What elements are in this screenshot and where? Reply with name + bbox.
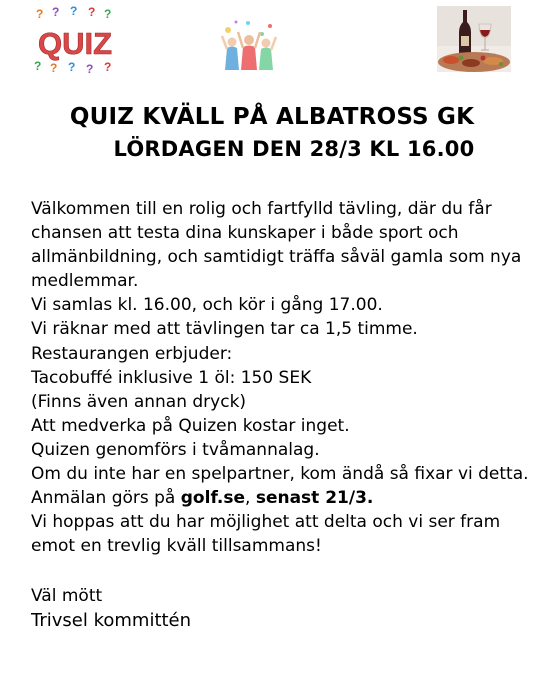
signup-separator: , — [245, 488, 256, 509]
greeting: Väl mött — [31, 586, 103, 607]
quiz-logo — [30, 4, 120, 76]
closing-paragraph: Vi hoppas att du har möjlighet att delta och vi ser fram emot en trevlig kväll tillsammans! — [31, 512, 501, 557]
body-line: Om du inte har en spelpartner, kom ändå så fixar vi detta. — [31, 464, 529, 485]
invitation-body — [31, 197, 541, 633]
question-mark: ? — [104, 60, 112, 74]
body-line: Vi samlas kl. 16.00, och kör i gång 17.00. — [31, 295, 383, 316]
signup-site: golf.se — [180, 488, 246, 509]
signup-deadline: senast 21/3. — [255, 488, 374, 509]
question-mark: ? — [36, 7, 44, 21]
body-line: (Finns även annan dryck) — [31, 391, 247, 412]
body-line: Att medverka på Quizen kostar inget. — [31, 415, 350, 436]
signature: Trivsel kommittén — [31, 609, 192, 631]
spacer — [31, 558, 541, 584]
question-mark: ? — [34, 59, 42, 73]
question-mark: ? — [70, 4, 78, 18]
body-line: Quizen genomförs i tvåmannalag. — [31, 439, 320, 460]
question-mark: ? — [68, 60, 76, 74]
signup-line — [31, 486, 541, 510]
body-line: Tacobuffé inklusive 1 öl: 150 SEK — [31, 367, 312, 388]
quiz-logo-text: QUIZ — [37, 26, 113, 61]
question-mark: ? — [88, 5, 96, 19]
question-mark: ? — [52, 5, 60, 19]
header-images — [0, 0, 560, 80]
wine-and-food-icon — [437, 6, 511, 72]
question-mark: ? — [86, 62, 94, 76]
page-subtitle: LÖRDAGEN DEN 28/3 KL 16.00 — [113, 137, 475, 161]
party-people-icon — [218, 18, 280, 70]
body-line: Vi räknar med att tävlingen tar ca 1,5 timme. — [31, 319, 418, 340]
question-mark: ? — [50, 61, 58, 75]
page-title: QUIZ KVÄLL PÅ ALBATROSS GK — [69, 104, 475, 130]
intro-paragraph: Välkommen till en rolig och fartfylld tävling, där du får chansen att testa dina kunskaper i både sport och allmänbildning, och samtidigt träffa såväl gamla som nya medlemmar. — [31, 199, 522, 292]
signup-prefix: Anmälan görs på — [31, 488, 181, 509]
question-mark: ? — [104, 7, 112, 21]
body-line: Restaurangen erbjuder: — [31, 343, 233, 364]
